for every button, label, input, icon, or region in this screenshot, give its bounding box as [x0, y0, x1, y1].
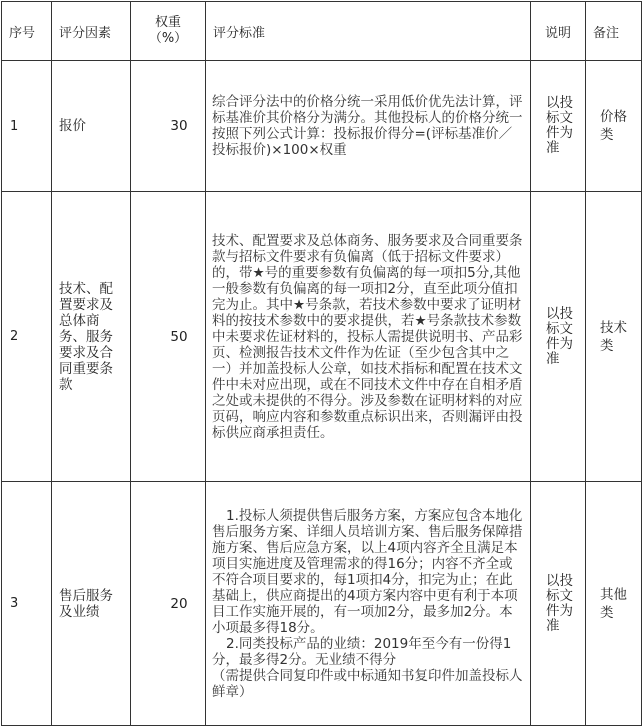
table-row-2: [2, 192, 642, 482]
row-factor: 报价: [52, 61, 131, 192]
row-remark: 价格类: [586, 61, 642, 192]
header-weight: [131, 2, 206, 61]
row-description: 以投标文件为准: [531, 192, 586, 482]
standard-paragraph-3: （需提供合同复印件或中标通知书复印件加盖投标人鲜章）: [212, 667, 523, 700]
table-row-3: [2, 482, 642, 726]
header-factor: 评分因素: [52, 2, 131, 61]
row-weight: 50: [131, 192, 206, 482]
table-row-1: [2, 61, 642, 192]
standard-paragraph-2: 2.同类投标产品的业绩：2019年至今有一份得1分，最多得2分。无业绩不得分: [212, 635, 512, 668]
header-description: 说明: [531, 2, 586, 61]
row-standard: [206, 482, 531, 726]
row-standard: 综合评分法中的价格分统一采用低价优先法计算，评标基准价其价格分为满分。其他投标人的价格分统一按照下列公式计算：投标报价得分=(评标基准价／投标报价)×100×权重: [206, 61, 531, 192]
header-no: 序号: [2, 2, 52, 61]
row-no: 3: [2, 482, 52, 726]
row-factor: 技术、配置要求及总体商务、服务要求及合同重要条款: [52, 192, 131, 482]
header-weight-line1: 权重: [154, 15, 181, 30]
standard-paragraph-1: 1.投标人须提供售后服务方案，方案应包含本地化售后服务方案、详细人员培训方案、售后服务保障措施方案、售后应急方案，以上4项内容齐全且满足本项目实施进度及管理需求的得16分；内容不齐全或不符合项目要求的，每1项扣4分，扣完为止；在此基础上，供应商提出的4项方案内容中更有利于本项目工作实施开展的，有一项加2分，最多加2分。本小项最多得18分。: [212, 507, 523, 636]
header-weight-line2: （%）: [148, 31, 188, 46]
row-weight: 20: [131, 482, 206, 726]
row-remark: 其他类: [586, 482, 642, 726]
row-description: 以投标文件为准: [531, 482, 586, 726]
header-remark: 备注: [586, 2, 642, 61]
row-remark: 技术类: [586, 192, 642, 482]
header-standard: 评分标准: [206, 2, 531, 61]
row-description: 以投标文件为准: [531, 61, 586, 192]
row-standard: 技术、配置要求及总体商务、服务要求及合同重要条款与招标文件要求有负偏离（低于招标文件要求）的，带★号的重要参数有负偏离的每一项扣5分,其他一般参数有负偏离的每一项扣2分，直至此项分值扣完为止。其中★号条款，若技术参数中要求了证明材料的按技术参数中的要求提供，若★号条款技术参数中未要求佐证材料的，投标人需提供说明书、产品彩页、检测报告技术文件作为佐证（至少包含其中之一）并加盖投标人公章，如技术指标和配置在技术文件中未对应出现，或在不同技术文件中存在自相矛盾之处或未提供的不得分。涉及参数在证明材料的对应页码，响应内容和参数重点标识出来，否则漏评由投标供应商承担责任。: [206, 192, 531, 482]
row-no: 1: [2, 61, 52, 192]
row-factor: 售后服务及业绩: [52, 482, 131, 726]
scoring-table: [1, 1, 642, 726]
row-no: 2: [2, 192, 52, 482]
header-row: [2, 2, 642, 61]
row-weight: 30: [131, 61, 206, 192]
